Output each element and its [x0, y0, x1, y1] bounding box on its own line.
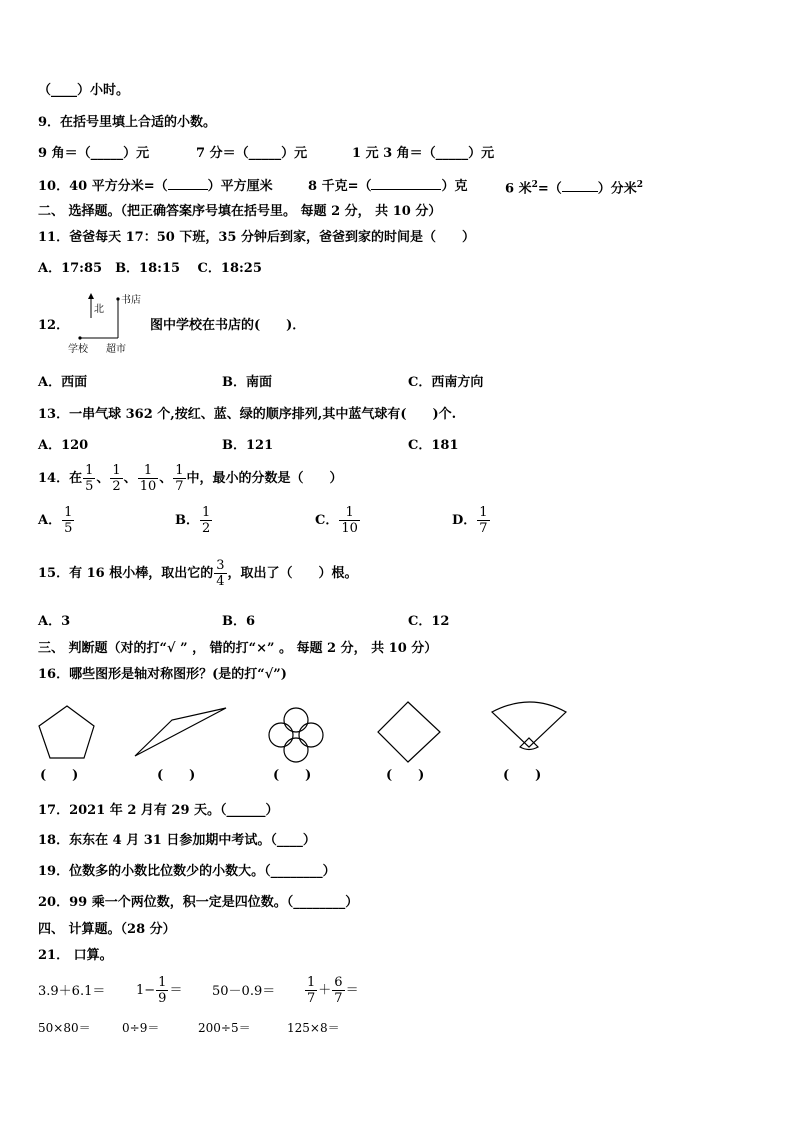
q12-number: 12．: [38, 318, 70, 333]
q9-b: 7 分＝（_____）元: [196, 146, 308, 161]
q15-fraction: [214, 558, 226, 589]
q13-option-a: A．120: [38, 438, 89, 453]
q14-option-fraction: [477, 505, 489, 536]
q19: 19．位数多的小数比位数少的小数大。（________）: [38, 864, 336, 879]
q14-option-fraction: [339, 505, 360, 536]
q16-shapes: [30, 700, 590, 764]
bookstore-point: [116, 297, 119, 300]
calc-fraction: [305, 975, 317, 1006]
q12-stem: 图中学校在书店的( )．: [150, 318, 306, 333]
q14-frac-num: 1: [85, 463, 94, 478]
q10-b-prefix: 8 千克=（: [308, 179, 372, 194]
q15-option-c: C．12: [408, 614, 450, 629]
q16-bracket[interactable]: ( ): [386, 768, 425, 783]
q14-frac-num: 1: [138, 463, 159, 479]
section-2-heading: 二、 选择题。（把正确答案序号填在括号里。 每题 2 分， 共 10 分）: [38, 204, 442, 219]
fan-shape: [492, 702, 566, 750]
pentagon-shape: [39, 706, 94, 758]
q16-bracket[interactable]: ( ): [503, 768, 542, 783]
q15-suffix: ，取出了（ ）根。: [227, 566, 358, 581]
q14-suffix: 中，最小的分数是（ ）: [186, 471, 343, 486]
q21-stem: 21． 口算。: [38, 948, 113, 963]
q15-option-b: B．6: [222, 614, 256, 629]
calc-expression: 50×80＝: [38, 1021, 91, 1035]
q16-bracket[interactable]: ( ): [40, 768, 79, 783]
calc-fraction: [332, 975, 344, 1006]
q12-option-a: A．西面: [38, 375, 88, 390]
q10-b-suffix: ）克: [441, 179, 468, 194]
q14-stem: [38, 462, 343, 496]
q14-frac-num: 1: [175, 463, 184, 478]
q10-c-blank[interactable]: [562, 178, 598, 192]
q10-a-suffix: ）平方厘米: [207, 179, 273, 194]
q16-stem: 16．哪些图形是轴对称图形？(是的打“√”): [38, 667, 287, 682]
q14-option-c: [315, 504, 361, 538]
top-line: （____）小时。: [38, 83, 130, 98]
q14-fraction: [110, 463, 122, 494]
frac-num: 1: [158, 975, 167, 990]
q10-a-prefix: 10．40 平方分米=（: [38, 179, 168, 194]
q14-sep: 、: [96, 471, 110, 486]
q16-bracket[interactable]: ( ): [273, 768, 312, 783]
q10-a-blank[interactable]: [168, 176, 208, 190]
q15-stem: [38, 557, 358, 591]
calc-expression: 50－0.9＝: [212, 984, 276, 999]
q16-bracket[interactable]: ( ): [157, 768, 196, 783]
q14-option-label: C．: [315, 513, 339, 528]
q14-frac-num: 1: [112, 463, 121, 478]
q14-frac-den: 2: [112, 479, 121, 494]
map-label-bookstore: 书店: [121, 295, 141, 306]
map-label-school: 学校: [68, 344, 88, 355]
calc-expression: 3.9＋6.1＝: [38, 984, 106, 999]
q10-c: [505, 176, 643, 198]
q12-option-c: C．西南方向: [408, 375, 484, 390]
calc-expression: 200÷5＝: [198, 1021, 251, 1035]
calc-part: ＝: [169, 983, 183, 998]
frac-den: 2: [202, 521, 211, 536]
q10-c-suffix: ）分米: [597, 181, 637, 197]
calc-expression: 0÷9＝: [122, 1021, 160, 1035]
calc-expression: 125×8＝: [287, 1021, 340, 1035]
q14-fraction: [83, 463, 95, 494]
q10-c-sup2: 2: [636, 180, 644, 190]
frac-den: 5: [64, 521, 73, 536]
calc-expression: [304, 972, 359, 1010]
q12-option-b: B．南面: [222, 375, 272, 390]
q15-frac-den: 4: [216, 574, 225, 589]
q15-prefix: 15．有 16 根小棒，取出它的: [38, 566, 214, 581]
section-3-heading: 三、 判断题（对的打“√ ” ， 错的打“×” 。 每题 2 分， 共 10 分）: [38, 641, 438, 656]
frac-den: 7: [307, 991, 316, 1006]
q11-stem: 11．爸爸每天 17：50 下班，35 分钟后到家，爸爸到家的时间是（ ）: [38, 230, 475, 245]
q10-b: [308, 176, 467, 196]
frac-num: 1: [339, 505, 360, 521]
q13-option-b: B．121: [222, 438, 274, 453]
frac-den: 9: [158, 991, 167, 1006]
frac-num: 1: [64, 505, 73, 520]
q18: 18．东东在 4 月 31 日参加期中考试。（____）: [38, 833, 316, 848]
q10-b-blank[interactable]: [371, 176, 441, 190]
q14-fraction: [138, 463, 159, 494]
map-label-market: 超市: [106, 344, 126, 355]
q14-fraction: [173, 463, 185, 494]
frac-num: 6: [334, 975, 343, 990]
calc-part: 1−: [136, 983, 156, 998]
q14-sep: 、: [123, 471, 137, 486]
diamond-shape: [378, 702, 440, 762]
q14-frac-den: 5: [85, 479, 94, 494]
q13-option-c: C．181: [408, 438, 459, 453]
q9-c: 1 元 3 角＝（_____）元: [352, 146, 495, 161]
q10-a: [38, 176, 273, 196]
q10-c-mid: =（: [537, 181, 562, 197]
q20: 20．99 乘一个两位数，积一定是四位数。（________）: [38, 895, 359, 910]
frac-num: 1: [479, 505, 488, 520]
q10-c-prefix: 6 米: [505, 181, 532, 197]
q15-option-a: A．3: [38, 614, 71, 629]
section-4-heading: 四、 计算题。（28 分）: [38, 922, 176, 937]
q14-option-d: [452, 504, 491, 538]
q14-prefix: 14．在: [38, 471, 83, 486]
frac-num: 1: [202, 505, 211, 520]
q9-stem: 9．在括号里填上合适的小数。: [38, 115, 217, 130]
frac-den: 10: [341, 521, 358, 536]
q14-option-a: [38, 504, 75, 538]
triangle-shape: [135, 708, 226, 756]
q15-frac-num: 3: [216, 558, 225, 573]
calc-part: ＝: [345, 983, 359, 998]
q14-frac-den: 10: [139, 479, 157, 494]
q17: 17．2021 年 2 月有 29 天。（______）: [38, 803, 279, 818]
q10-c-sup1: 2: [531, 180, 538, 190]
frac-den: 7: [479, 521, 488, 536]
q14-option-b: [175, 504, 213, 538]
q14-frac-den: 7: [175, 479, 184, 494]
school-point: [78, 336, 81, 339]
map-label-north: 北: [94, 304, 104, 315]
q14-option-label: A．: [38, 513, 62, 528]
calc-expression: [136, 972, 182, 1010]
q14-option-fraction: [200, 505, 212, 536]
q12-direction-map: [66, 290, 162, 358]
q14-option-label: D．: [452, 513, 477, 528]
q14-sep: 、: [159, 471, 173, 486]
q9-a: 9 角＝（_____）元: [38, 146, 150, 161]
north-arrowhead: [88, 293, 94, 299]
frac-den: 7: [334, 991, 343, 1006]
frac-num: 1: [307, 975, 316, 990]
calc-part: ＋: [318, 983, 332, 998]
q13-stem: 13．一串气球 362 个,按红、蓝、绿的顺序排列,其中蓝气球有( )个.: [38, 407, 457, 422]
calc-fraction: [156, 975, 168, 1006]
q14-option-fraction: [62, 505, 74, 536]
q11-options: A．17:85 B．18:15 C．18:25: [38, 261, 262, 276]
q14-option-label: B．: [175, 513, 199, 528]
four-leaf-shape: [269, 708, 323, 762]
